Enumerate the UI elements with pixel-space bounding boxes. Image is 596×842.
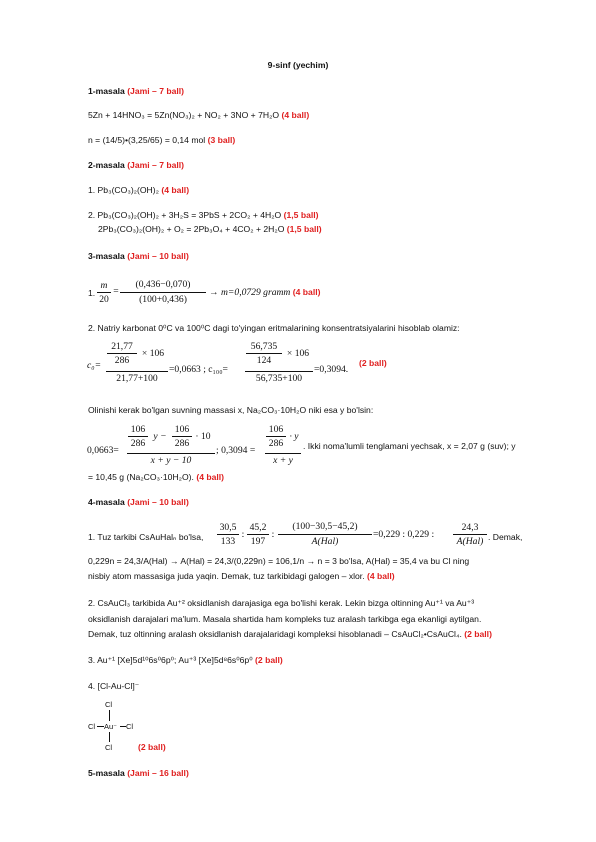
ball-label: (4 ball) bbox=[292, 287, 321, 297]
points-label: (Jami – 10 ball) bbox=[127, 497, 189, 507]
eq-y2: · y bbox=[289, 431, 299, 442]
problem-2-line-2 bbox=[88, 210, 319, 221]
result-text: = 10,45 g (Na₂CO₃·10H₂O). bbox=[88, 472, 194, 482]
equation-text: 2. Pb₃(CO₃)₂(OH)₂ + 3H₂S = 3PbS + 2CO₂ + 4H₂O bbox=[88, 210, 282, 220]
bond-left bbox=[97, 726, 104, 727]
atom-cl-right: Cl bbox=[126, 722, 134, 731]
ball-label: (4 ball) bbox=[196, 472, 225, 482]
problem-2-line-1 bbox=[88, 185, 189, 196]
problem-4-heading bbox=[88, 497, 189, 508]
frac-numerator: 24,3 bbox=[461, 522, 479, 533]
c100-value: =0,3094. bbox=[314, 364, 349, 375]
points-label: (Jami – 7 ball) bbox=[127, 160, 185, 170]
problem-4-line-2c bbox=[88, 629, 492, 640]
problem-3-text-2: 2. Natriy karbonat 0⁰C va 100⁰C dagi to'yingan eritmalarining konsentratsiyalarini hisoblab olamiz: bbox=[88, 323, 460, 333]
frac-numerator: (100−30,5−45,2) bbox=[292, 521, 358, 532]
text: nisbiy atom massasiga juda yaqin. Demak, tuz tarkibidagi galogen – xlor. bbox=[88, 571, 365, 581]
frac-denominator: 56,735+100 bbox=[255, 373, 303, 384]
ball-label: (4 ball) bbox=[366, 571, 395, 581]
result-text: → m=0,0729 gramm bbox=[209, 287, 291, 298]
ratio-mid: =0,229 : 0,229 : bbox=[373, 529, 435, 540]
eq-ten: · 10 bbox=[195, 431, 211, 442]
heading-label: 2-masala bbox=[88, 160, 125, 170]
frac-denominator: 133 bbox=[220, 536, 236, 547]
equation-text: 5Zn + 14HNO₃ = 5Zn(NO₃)₂ + NO₂ + 3NO + 7H₂O bbox=[88, 110, 280, 120]
formula-text: 1. Pb₃(CO₃)₂(OH)₂ bbox=[88, 185, 159, 195]
formula-prefix: 1. bbox=[88, 288, 96, 298]
frac-denominator: 21,77+100 bbox=[116, 373, 158, 384]
problem-4-line-1b: 0,229n = 24,3/A(Hal) → A(Hal) = 24,3/(0,229n) = 106,1/n → n = 3 bo'lsa, A(Hal) = 35,4 va bu Cl ning bbox=[88, 556, 470, 566]
frac-denominator: A(Hal) bbox=[311, 536, 339, 547]
problem-5-heading bbox=[88, 768, 189, 779]
ball-label: (2 ball) bbox=[255, 655, 283, 665]
frac-numerator: 106 bbox=[174, 424, 190, 435]
ball-label: (1,5 ball) bbox=[283, 210, 319, 220]
heading-label: 4-masala bbox=[88, 497, 125, 507]
problem-1-moles bbox=[88, 135, 235, 146]
times-text: × 106 bbox=[286, 348, 310, 359]
problem-4-line-2a: 2. CsAuCl₃ tarkibida Au⁺² oksidlanish darajasiga ega bo'lishi kerak. Lekin bizga oltinning Au⁺¹ va Au⁺³ bbox=[88, 598, 475, 608]
eq-y: y − bbox=[153, 431, 167, 442]
eq-mid: ; 0,3094 = bbox=[216, 445, 256, 456]
frac-denominator: x + y − 10 bbox=[150, 455, 192, 466]
frac-denominator: 197 bbox=[250, 536, 266, 547]
ball-label: (4 ball) bbox=[161, 185, 190, 195]
frac-numerator: 106 bbox=[268, 424, 284, 435]
ball-label: (2 ball) bbox=[138, 742, 166, 752]
frac-numerator: 45,2 bbox=[249, 522, 267, 533]
ball-label: (2 ball) bbox=[464, 629, 492, 639]
problem-4-line-4: 4. [Cl-Au-Cl]⁻ bbox=[88, 681, 140, 691]
atom-cl-bottom: Cl bbox=[105, 743, 113, 752]
problem-2-line-3 bbox=[98, 224, 322, 235]
page-title: 9-sinf (yechim) bbox=[267, 60, 329, 70]
frac-denominator: 20 bbox=[99, 294, 109, 305]
frac-denominator: 124 bbox=[256, 355, 272, 366]
ball-label: (3 ball) bbox=[207, 135, 236, 145]
times-text: × 106 bbox=[141, 348, 165, 359]
c0-label: c₀= bbox=[87, 360, 102, 371]
text: Demak, tuz oltinning aralash oksidlanish darajalaridagi kompleksi hisoblanadi – CsAuCl₂•CsAuCl₄. bbox=[88, 629, 462, 639]
ball-label: (4 ball) bbox=[281, 110, 310, 120]
atom-cl-left: Cl bbox=[88, 722, 96, 731]
frac-denominator: A(Hal) bbox=[456, 536, 484, 547]
config-text: 3. Au⁺¹ [Xe]5d¹⁰6s⁰6p⁰; Au⁺³ [Xe]5d⁸6s⁰6p⁰ bbox=[88, 655, 253, 665]
problem-3-text-3: Olinishi kerak bo'lgan suvning massasi x, Na₂CO₃·10H₂O niki esa y bo'lsin: bbox=[88, 405, 374, 415]
eq-left: 0,0663= bbox=[87, 445, 119, 456]
points-label: (Jami – 10 ball) bbox=[127, 251, 189, 261]
c0-value: =0,0663 ; c₁₀₀= bbox=[169, 364, 228, 375]
bond-top bbox=[109, 710, 110, 721]
ball-label: (2 ball) bbox=[359, 358, 387, 368]
problem-4-line-3 bbox=[88, 655, 283, 666]
problem-3-result bbox=[88, 472, 224, 483]
frac-denominator: 286 bbox=[268, 438, 284, 449]
frac-numerator: 106 bbox=[130, 424, 146, 435]
ball-label: (1,5 ball) bbox=[286, 224, 322, 234]
problem-3-heading bbox=[88, 251, 189, 262]
frac-denominator: x + y bbox=[273, 455, 293, 466]
bond-bottom bbox=[109, 732, 110, 742]
heading-label: 3-masala bbox=[88, 251, 125, 261]
equation-text: 2Pb₃(CO₃)₂(OH)₂ + O₂ = 2Pb₃O₄ + 4CO₂ + 2H₂O bbox=[98, 224, 285, 234]
frac-numerator: (0,436−0,070) bbox=[135, 279, 191, 290]
problem-4-line-2b: oksidlanish darajalari ma'lum. Masala shartida ham kompleks tuz aralash tarkibga ega ekanligi aytilgan. bbox=[88, 614, 482, 624]
moles-text: n = (14/5)•(3,25/65) = 0,14 mol bbox=[88, 135, 206, 145]
frac-numerator: 56,735 bbox=[250, 341, 278, 352]
frac-numerator: m bbox=[100, 280, 108, 291]
frac-denominator: 286 bbox=[174, 438, 190, 449]
atom-cl-top: Cl bbox=[105, 700, 113, 709]
points-label: (Jami – 16 ball) bbox=[127, 768, 189, 778]
eq-tail: . Ikki noma'lumli tenglamani yechsak, x = 2,07 g (suv); y bbox=[303, 441, 516, 451]
heading-label: 1-masala bbox=[88, 86, 125, 96]
ratio-prefix: 1. Tuz tarkibi CsAuHalₙ bo'lsa, bbox=[88, 532, 204, 542]
heading-label: 5-masala bbox=[88, 768, 125, 778]
frac-denominator: (100+0,436) bbox=[139, 294, 187, 305]
problem-2-heading bbox=[88, 160, 184, 171]
problem-1-heading bbox=[88, 86, 184, 97]
ratio-tail: . Demak, bbox=[488, 532, 523, 542]
frac-denominator: 286 bbox=[130, 438, 146, 449]
problem-4-line-1c bbox=[88, 571, 395, 582]
frac-numerator: 21,77 bbox=[111, 341, 133, 352]
points-label: (Jami – 7 ball) bbox=[127, 86, 185, 96]
problem-1-equation bbox=[88, 110, 309, 121]
frac-denominator: 286 bbox=[114, 355, 130, 366]
frac-numerator: 30,5 bbox=[219, 522, 237, 533]
atom-au: Au⁻ bbox=[104, 722, 117, 731]
